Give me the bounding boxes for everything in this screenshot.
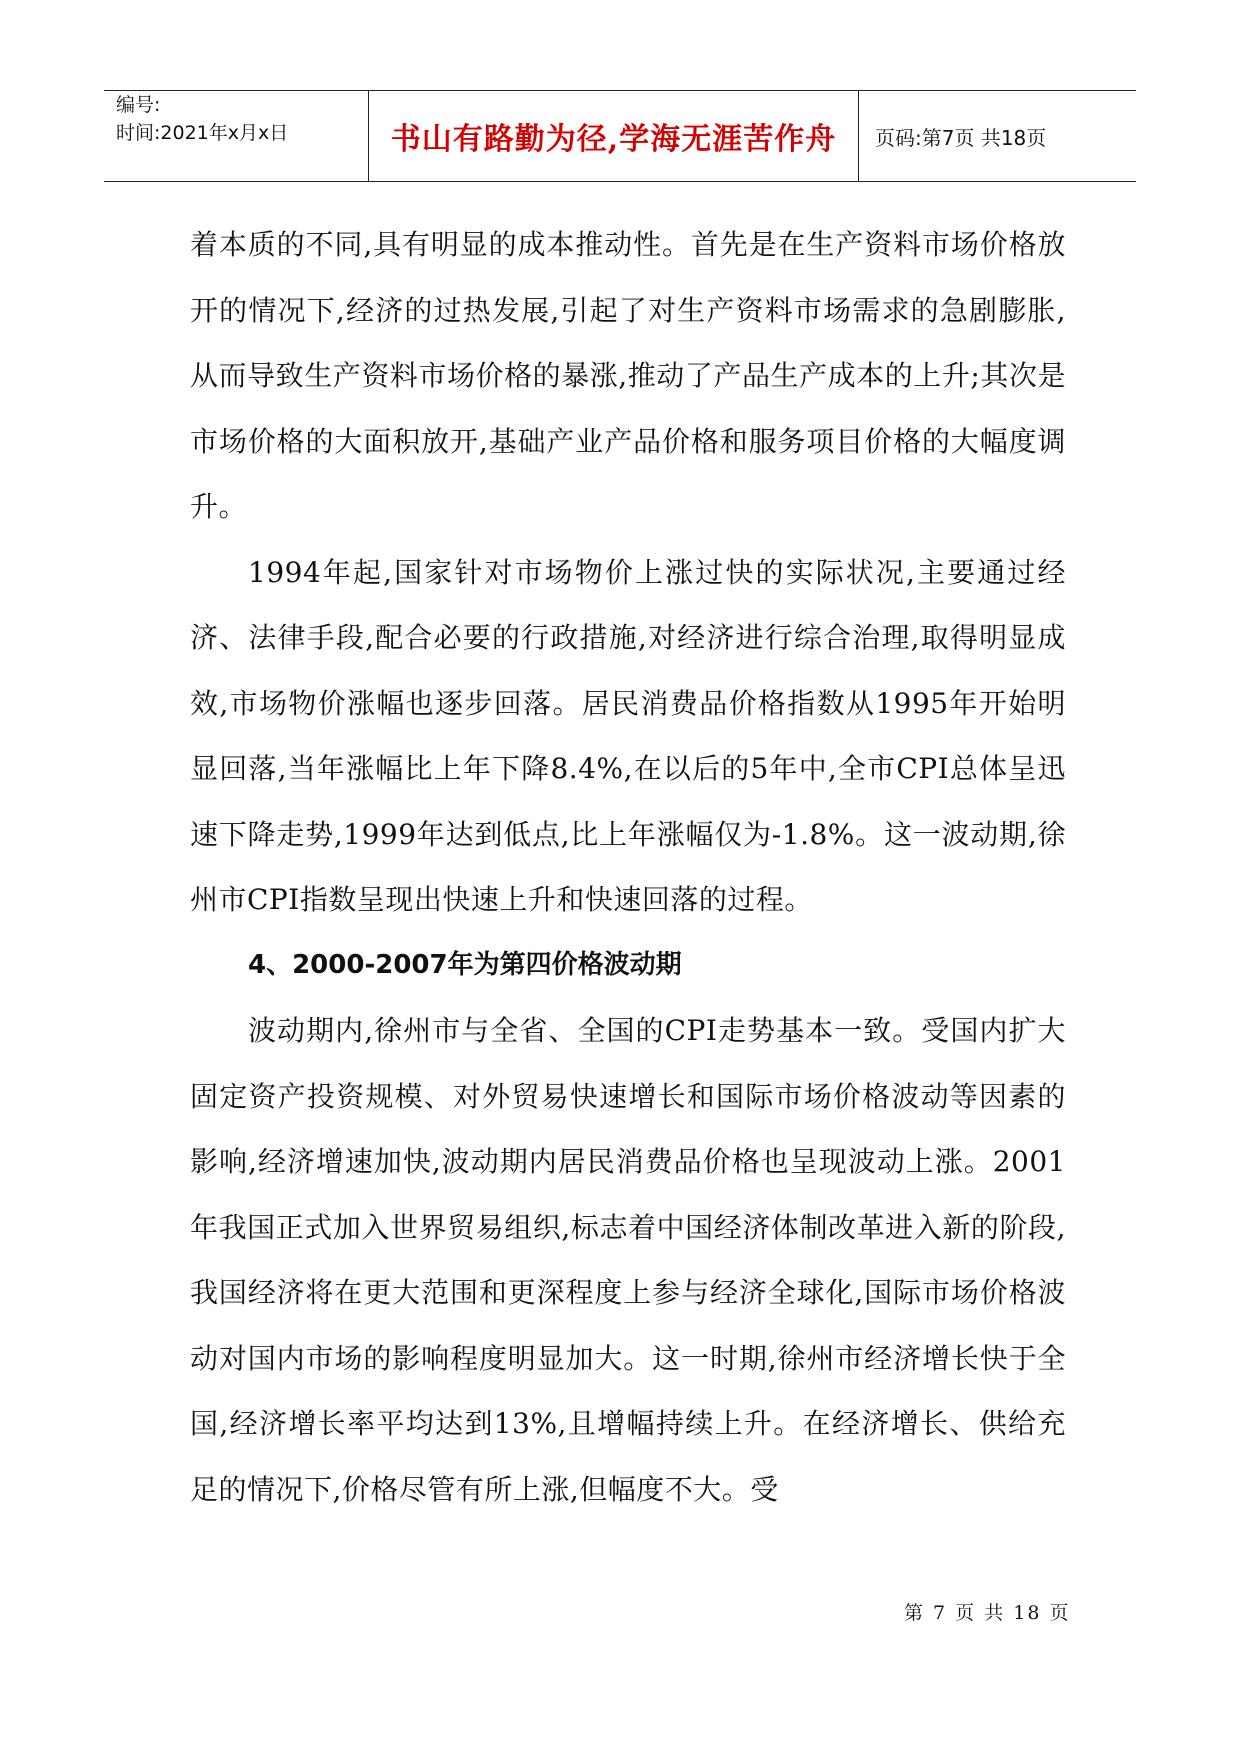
paragraph-cost-push: 着本质的不同,具有明显的成本推动性。首先是在生产资料市场价格放开的情况下,经济的过热发展,引起了对生产资料市场需求的急剧膨胀,从而导致生产资料市场价格的暴涨,推动了产品生产成本的上升;其次是市场价格的大面积放开,基础产业产品价格和服务项目价格的大幅度调升。 [190, 228, 1066, 523]
page-footer: 第 7 页 共 18 页 [904, 1602, 1071, 1624]
page-header [104, 90, 1136, 182]
paragraph-1994: 1994年起,国家针对市场物价上涨过快的实际状况,主要通过经济、法律手段,配合必要的行政措施,对经济进行综合治理,取得明显成效,市场物价涨幅也逐步回落。居民消费品价格指数从1995年开始明显回落,当年涨幅比上年下降8.4%,在以后的5年中,全市CPI总体呈迅速下降走势,1999年达到低点,比上年涨幅仅为-1.8%。这一波动期,徐州市CPI指数呈现出快速上升和快速回落的过程。 [190, 555, 1066, 916]
header-page-code: 页码:第7页 共18页 [875, 125, 1047, 150]
section-heading: 4、2000-2007年为第四价格波动期 [248, 949, 682, 980]
header-meta [104, 91, 369, 181]
header-motto: 书山有路勤为径,学海无涯苦作舟 [369, 91, 859, 181]
time-label: 时间:2021年x月x日 [116, 122, 289, 144]
paragraph-fourth-period: 波动期内,徐州市与全省、全国的CPI走势基本一致。受国内扩大固定资产投资规模、对外贸易快速增长和国际市场价格波动等因素的影响,经济增速加快,波动期内居民消费品价格也呈现波动上涨。2001年我国正式加入世界贸易组织,标志着中国经济体制改革进入新的阶段,我国经济将在更大范围和更深程度上参与经济全球化,国际市场价格波动对国内市场的影响程度明显加大。这一时期,徐州市经济增长快于全国,经济增长率平均达到13%,且增幅持续上升。在经济增长、供给充足的情况下,价格尽管有所上涨,但幅度不大。受 [190, 1014, 1066, 1506]
number-label: 编号: [116, 94, 161, 116]
document-body [190, 212, 1066, 1522]
